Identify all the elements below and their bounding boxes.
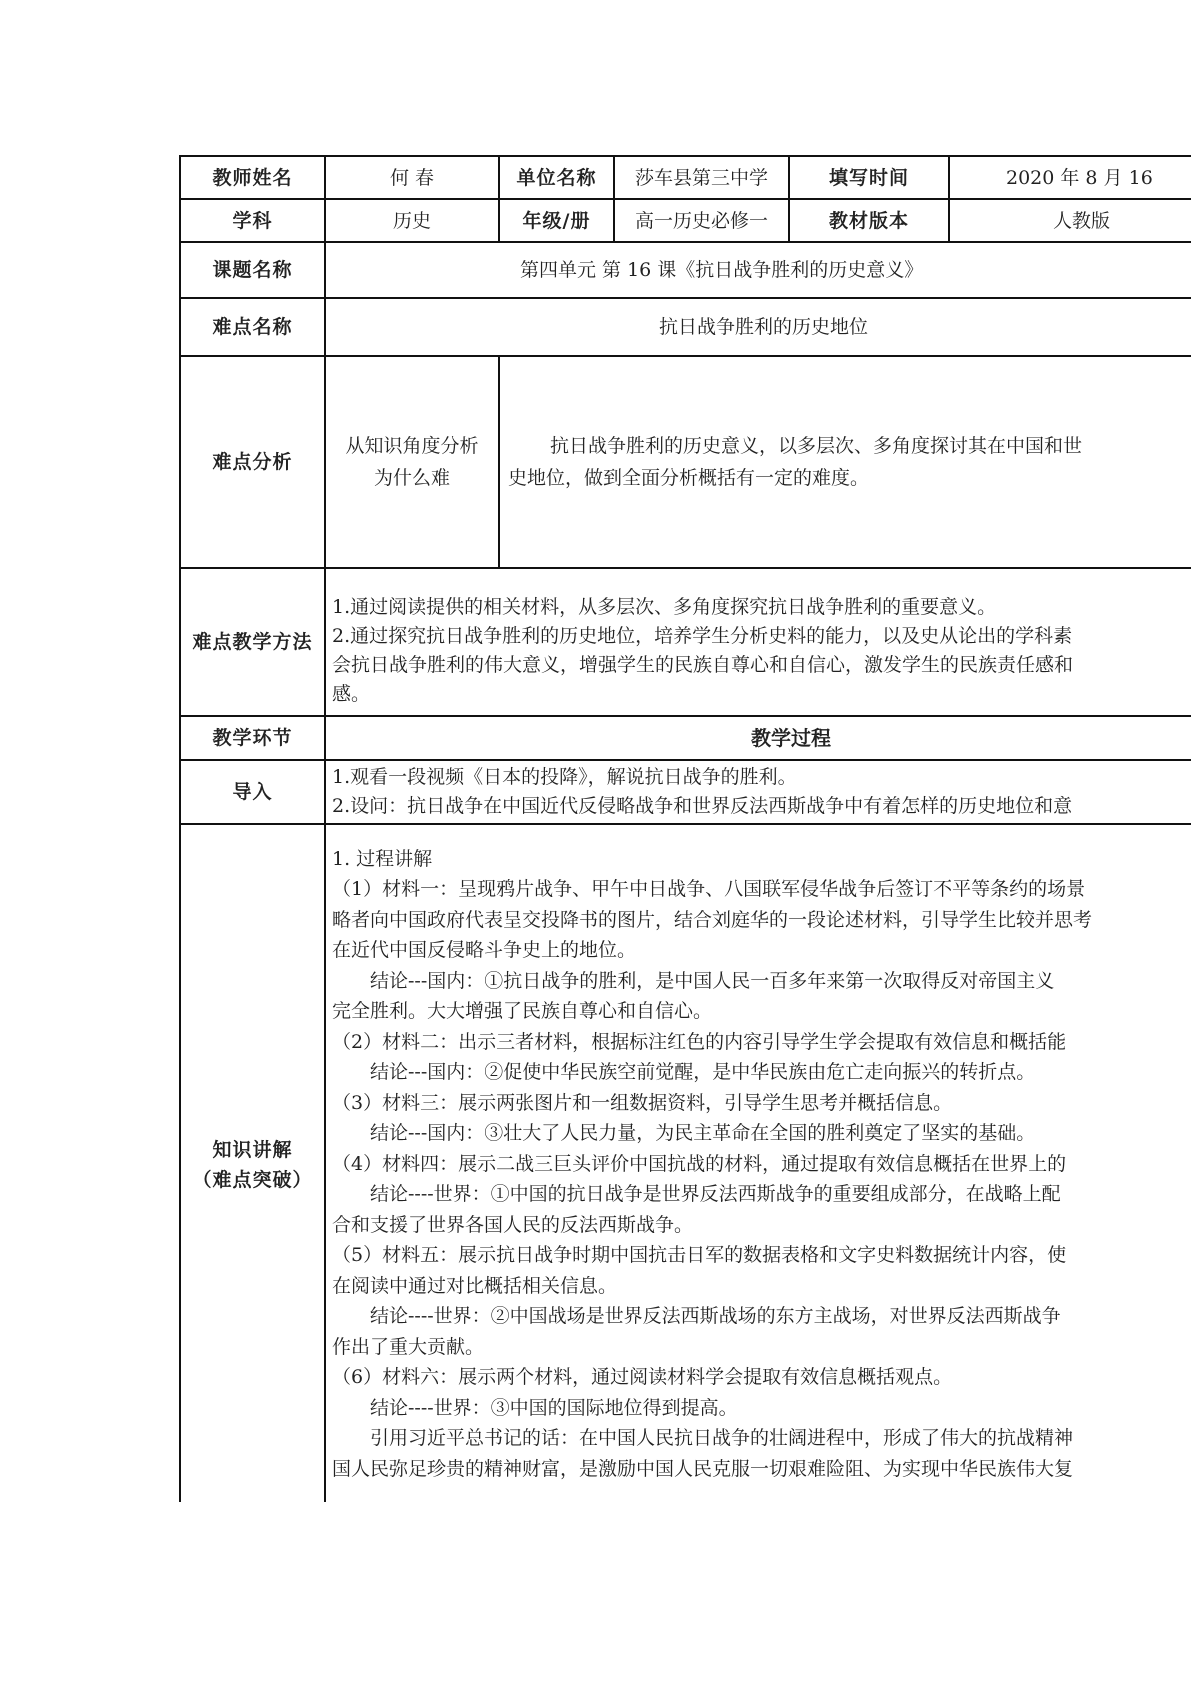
method-line-1: 1.通过阅读提供的相关材料，从多层次、多角度探究抗日战争胜利的重要意义。 (332, 596, 997, 618)
teacher-value: 何 春 (325, 156, 499, 199)
lecture-line-19: 结论----世界：③中国的国际地位得到提高。 (370, 1396, 738, 1419)
lecture-line-20: 引用习近平总书记的话：在中国人民抗日战争的壮阔进程中，形成了伟大的抗战精神 (370, 1427, 1074, 1450)
teacher-label: 教师姓名 (180, 156, 325, 199)
header-row-1 (180, 156, 1191, 199)
analysis-label: 难点分析 (180, 356, 325, 568)
analysis-row (180, 356, 1191, 568)
header-row-2 (180, 199, 1191, 242)
lecture-line-17: 作出了重大贡献。 (332, 1335, 485, 1358)
lecture-line-2: （1）材料一：呈现鸦片战争、甲午中日战争、八国联军侵华战争后签订不平等条约的场景 (332, 878, 1086, 901)
lecture-line-11: （4）材料四：展示二战三巨头评价中国抗战的材料，通过提取有效信息概括在世界上的 (332, 1152, 1067, 1175)
analysis-line-1: 抗日战争胜利的历史意义，以多层次、多角度探讨其在中国和世 (550, 435, 1083, 457)
lecture-line-5: 结论---国内：①抗日战争的胜利，是中国人民一百多年来第一次取得反对帝国主义 (370, 969, 1055, 992)
lecture-line-9: （3）材料三：展示两张图片和一组数据资料，引导学生思考并概括信息。 (332, 1091, 953, 1114)
lecture-line-7: （2）材料二：出示三者材料，根据标注红色的内容引导学生学会提取有效信息和概括能 (332, 1030, 1067, 1053)
edition-value: 人教版 (949, 199, 1191, 242)
lecture-line-14: （5）材料五：展示抗日战争时期中国抗击日军的数据表格和文字史料数据统计内容，使 (332, 1244, 1067, 1267)
analysis-line-2: 史地位，做到全面分析概括有一定的难度。 (508, 467, 870, 489)
section-label: 教学环节 (180, 716, 325, 760)
lecture-line-4: 在近代中国反侵略斗争史上的地位。 (332, 939, 637, 962)
analysis-text (499, 356, 1191, 568)
section-value: 教学过程 (325, 716, 1191, 760)
analysis-sub-label-line-2: 为什么难 (373, 467, 450, 489)
intro-text (325, 760, 1191, 824)
topic-label: 课题名称 (180, 242, 325, 298)
lecture-line-6: 完全胜利。大大增强了民族自尊心和自信心。 (332, 1000, 713, 1023)
lecture-line-13: 合和支援了世界各国人民的反法西斯战争。 (332, 1213, 694, 1236)
date-value: 2020 年 8 月 16 (949, 156, 1191, 199)
topic-row (180, 242, 1191, 298)
intro-row (180, 760, 1191, 824)
difficulty-value: 抗日战争胜利的历史地位 (325, 298, 1191, 356)
subject-label: 学科 (180, 199, 325, 242)
method-label: 难点教学方法 (180, 568, 325, 716)
grade-label: 年级/册 (499, 199, 614, 242)
method-row (180, 568, 1191, 716)
method-line-2: 2.通过探究抗日战争胜利的历史地位，培养学生分析史料的能力，以及史从论出的学科素 (332, 625, 1073, 647)
edition-label: 教材版本 (789, 199, 949, 242)
lecture-text (325, 824, 1191, 1502)
lecture-line-18: （6）材料六：展示两个材料，通过阅读材料学会提取有效信息概括观点。 (332, 1366, 953, 1389)
lecture-line-3: 略者向中国政府代表呈交投降书的图片，结合刘庭华的一段论述材料，引导学生比较并思考 (332, 908, 1093, 931)
lecture-line-1: 1. 过程讲解 (332, 847, 433, 870)
lecture-line-21: 国人民弥足珍贵的精神财富，是激励中国人民克服一切艰难险阻、为实现中华民族伟大复 (332, 1457, 1074, 1480)
intro-line-2: 2.设问：抗日战争在中国近代反侵略战争和世界反法西斯战争中有着怎样的历史地位和意 (332, 795, 1073, 817)
subject-value: 历史 (325, 199, 499, 242)
intro-line-1: 1.观看一段视频《日本的投降》，解说抗日战争的胜利。 (332, 766, 797, 788)
lecture-line-12: 结论----世界：①中国的抗日战争是世界反法西斯战争的重要组成部分，在战略上配 (370, 1183, 1061, 1206)
analysis-sub-label (325, 356, 499, 568)
unit-value: 莎车县第三中学 (614, 156, 789, 199)
lecture-label-line-2: （难点突破） (192, 1169, 313, 1191)
lesson-plan-table (179, 155, 1191, 1502)
unit-label: 单位名称 (499, 156, 614, 199)
difficulty-row (180, 298, 1191, 356)
difficulty-label: 难点名称 (180, 298, 325, 356)
method-text (325, 568, 1191, 716)
lecture-line-15: 在阅读中通过对比概括相关信息。 (332, 1274, 618, 1297)
lecture-line-16: 结论----世界：②中国战场是世界反法西斯战场的东方主战场，对世界反法西斯战争 (370, 1305, 1061, 1328)
grade-value: 高一历史必修一 (614, 199, 789, 242)
topic-value: 第四单元 第 16 课《抗日战争胜利的历史意义》 (325, 242, 1191, 298)
analysis-sub-label-line-1: 从知识角度分析 (345, 435, 479, 457)
intro-label: 导入 (180, 760, 325, 824)
date-label: 填写时间 (789, 156, 949, 199)
lesson-plan-table-frame (179, 155, 1191, 1502)
section-row (180, 716, 1191, 760)
lecture-row (180, 824, 1191, 1502)
lecture-line-8: 结论---国内：②促使中华民族空前觉醒，是中华民族由危亡走向振兴的转折点。 (370, 1061, 1036, 1084)
lecture-line-10: 结论---国内：③壮大了人民力量，为民主革命在全国的胜利奠定了坚实的基础。 (370, 1122, 1036, 1145)
method-line-3: 会抗日战争胜利的伟大意义，增强学生的民族自尊心和自信心，激发学生的民族责任感和 (332, 654, 1074, 676)
lecture-label-line-1: 知识讲解 (212, 1139, 293, 1161)
lecture-label (180, 824, 325, 1502)
method-line-4: 感。 (332, 683, 371, 705)
